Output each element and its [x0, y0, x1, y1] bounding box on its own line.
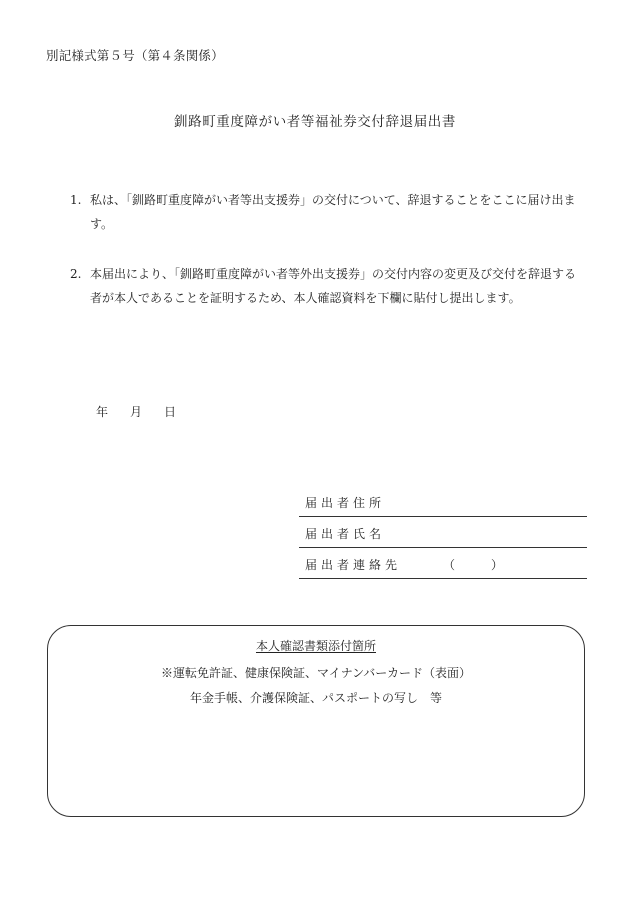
form-number: 別記様式第５号（第４条関係） — [46, 48, 224, 63]
applicant-contact-field[interactable] — [299, 548, 587, 579]
id-document-attachment-box — [47, 625, 585, 817]
statement-item-1 — [70, 188, 585, 236]
applicant-address-field[interactable] — [299, 486, 587, 517]
statement-item-2 — [70, 262, 585, 310]
accepted-documents-line-2: 年金手帳、介護保険証、パスポートの写し 等 — [189, 691, 442, 705]
applicant-contact-label: 届出者連絡先 — [305, 558, 402, 572]
contact-area-code-paren: （ ） — [443, 558, 504, 572]
attachment-box-title: 本人確認書類添付箇所 — [255, 639, 376, 653]
date-day-label: 日 — [164, 405, 177, 419]
applicant-address-label: 届出者住所 — [305, 496, 386, 510]
date-month-label: 月 — [130, 405, 143, 419]
document-title: 釧路町重度障がい者等福祉券交付辞退届出書 — [174, 114, 456, 130]
item-number: 1. — [70, 193, 82, 207]
date-year-label: 年 — [96, 405, 109, 419]
item-text: 本届出により、「釧路町重度障がい者等外出支援券」の交付内容の変更及び交付を辞退する者が本人であることを証明するため、本人確認資料を下欄に貼付し提出します。 — [90, 267, 577, 305]
date-line — [96, 403, 176, 420]
accepted-documents-line-1: ※運転免許証、健康保険証、マイナンバーカード（表面） — [160, 666, 472, 680]
applicant-name-field[interactable] — [299, 517, 587, 548]
applicant-name-label: 届出者氏名 — [305, 527, 386, 541]
item-text: 私は、「釧路町重度障がい者等出支援券」の交付について、辞退することをここに届け出ます。 — [90, 193, 576, 231]
item-number: 2. — [70, 267, 82, 281]
